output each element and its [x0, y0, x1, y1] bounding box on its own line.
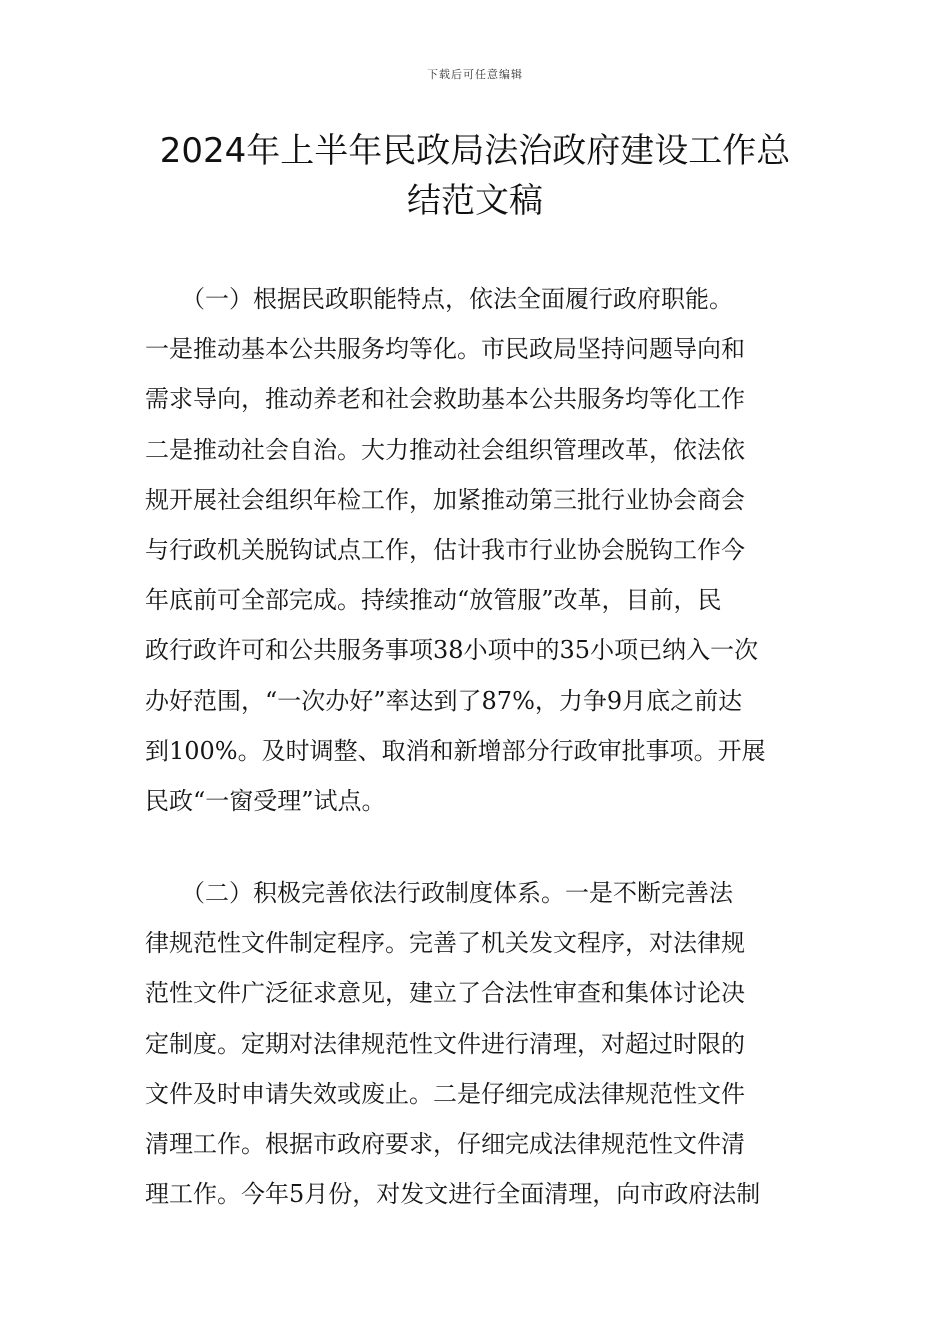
text-line: 文件及时申请失效或废止。二是仔细完成法律规范性文件 — [145, 1079, 745, 1108]
text-line: 理工作。今年5月份，对发文进行全面清理，向市政府法制 — [145, 1180, 761, 1209]
text-line: 一是推动基本公共服务均等化。市民政局坚持问题导向和 — [145, 335, 745, 364]
text-line: 与行政机关脱钩试点工作，估计我市行业协会脱钩工作今 — [145, 535, 745, 564]
text-line: 定制度。定期对法律规范性文件进行清理，对超过时限的 — [145, 1029, 745, 1058]
header-note: 下载后可任意编辑 — [427, 68, 523, 81]
text-line: 民政“一窗受理”试点。 — [145, 786, 386, 815]
text-line: 律规范性文件制定程序。完善了机关发文程序，对法律规 — [145, 929, 745, 958]
text-line: 清理工作。根据市政府要求，仔细完成法律规范性文件清 — [145, 1129, 745, 1158]
document-title — [100, 126, 850, 226]
text-line: 规开展社会组织年检工作，加紧推动第三批行业协会商会 — [145, 485, 745, 514]
text-line: 二是推动社会自治。大力推动社会组织管理改革，依法依 — [145, 435, 745, 464]
title-line-2: 结范文稿 — [407, 181, 543, 221]
text-line: 到100%。及时调整、取消和新增部分行政审批事项。开展 — [145, 736, 766, 765]
paragraph-1 — [145, 274, 807, 826]
text-line: 范性文件广泛征求意见，建立了合法性审查和集体讨论决 — [145, 979, 745, 1008]
text-line: 需求导向，推动养老和社会救助基本公共服务均等化工作 — [145, 385, 745, 414]
text-line: 办好范围，“一次办好”率达到了87%，力争9月底之前达 — [145, 686, 743, 715]
paragraph-2 — [145, 868, 807, 1219]
text-line: 政行政许可和公共服务事项38小项中的35小项已纳入一次 — [145, 636, 759, 665]
text-line: （二）积极完善依法行政制度体系。一是不断完善法 — [145, 879, 733, 907]
text-line: （一）根据民政职能特点，依法全面履行政府职能。 — [145, 285, 733, 313]
text-line: 年底前可全部完成。持续推动“放管服”改革，目前，民 — [145, 586, 722, 615]
title-line-1: 2024年上半年民政局法治政府建设工作总 — [159, 131, 791, 171]
